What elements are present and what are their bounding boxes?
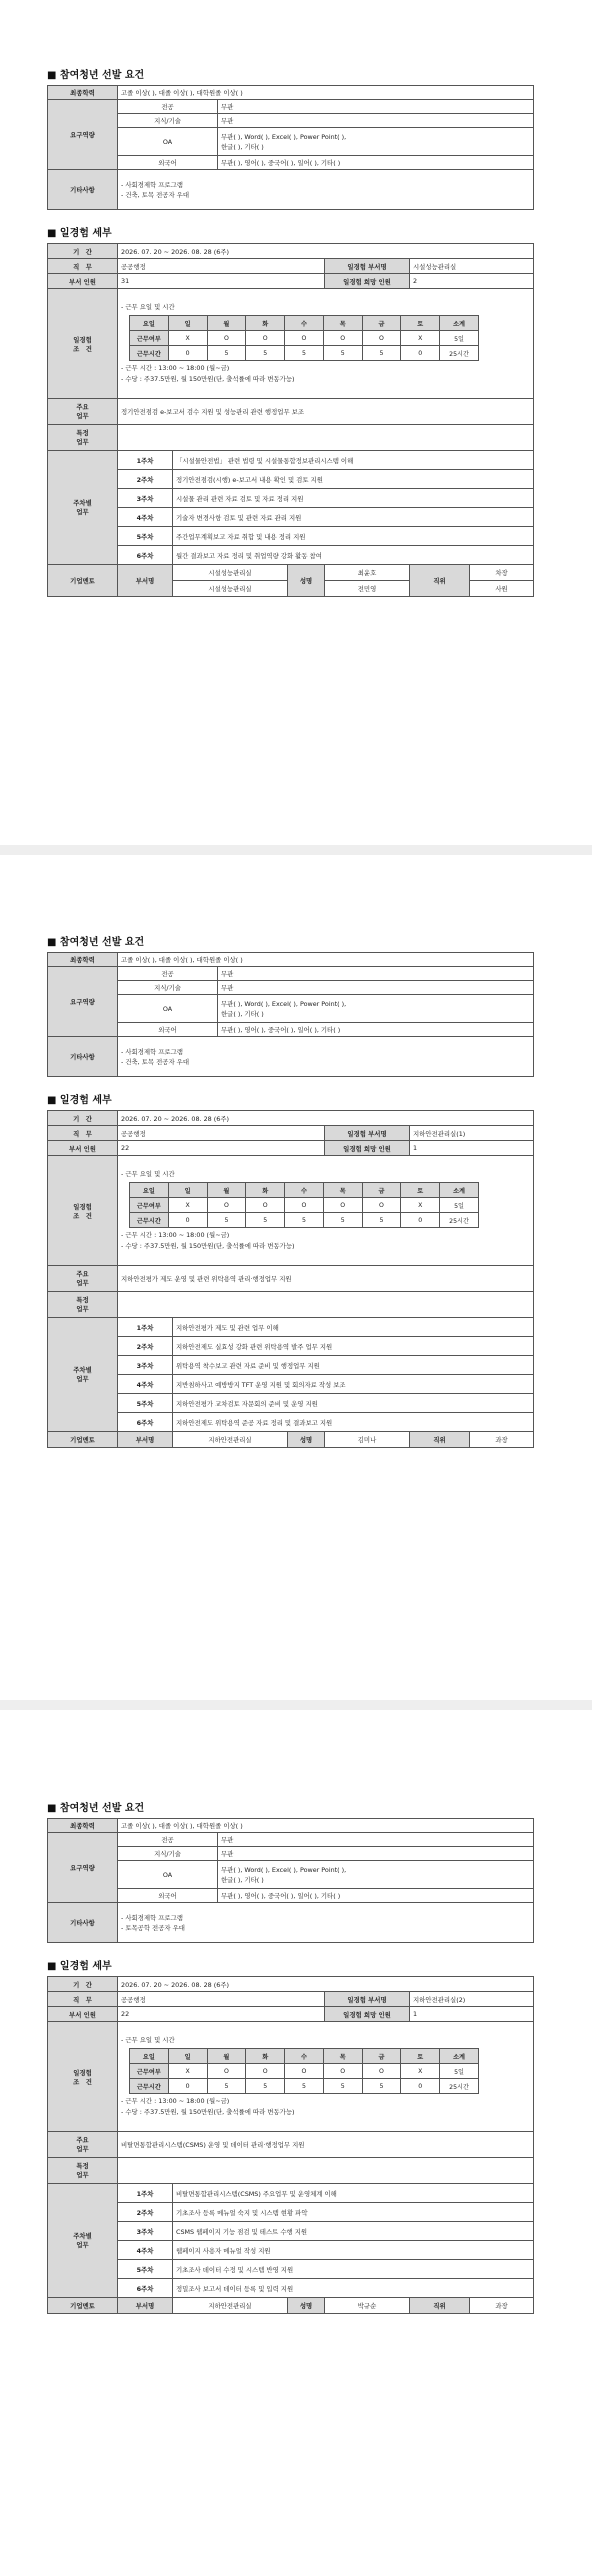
period-value: 2026. 07. 20 ~ 2026. 08. 28 (6주): [118, 1111, 534, 1126]
mentor-label: 기업멘토: [48, 1432, 118, 1448]
skills-value: 무관: [218, 1847, 534, 1861]
schedule-header: 요일: [130, 2049, 169, 2064]
detail-section-title: ■ 일경험 세부: [47, 1961, 112, 1972]
schedule-cell: 5: [323, 1213, 362, 1228]
schedule-cell: 5: [207, 346, 246, 361]
schedule-cell: 5일: [440, 2064, 479, 2079]
mentor-label: 기업멘토: [48, 2298, 118, 2314]
education-value: 고졸 이상( ), 대졸 이상( ), 대학원졸 이상( ): [118, 1819, 534, 1833]
main-duty-label: 주요 업무: [48, 399, 118, 425]
schedule-cell: O: [246, 331, 285, 346]
cond-time: - 근무 시간 : 13:00 ~ 18:00 (월~금): [121, 1231, 230, 1239]
selection-requirements-table: [47, 952, 534, 1077]
oa-label: OA: [118, 128, 218, 156]
schedule-cell: 5: [285, 1213, 324, 1228]
schedule-header: 월: [207, 316, 246, 331]
week-label: 5주차: [118, 527, 173, 546]
week-label: 6주차: [118, 1413, 173, 1432]
mentor-name: 최윤호: [325, 565, 410, 581]
dept-label: 일경험 부서명: [325, 259, 410, 274]
week-label: 5주차: [118, 2260, 173, 2279]
schedule-cell: 0: [168, 1213, 207, 1228]
main-duty-label: 주요 업무: [48, 1266, 118, 1292]
cond-pay: - 수당 : 주37.5만원, 월 150만원(단, 출석률에 따라 변동가능): [121, 1242, 295, 1250]
schedule-header: 목: [323, 2049, 362, 2064]
mentor-name-label: 성명: [288, 1432, 325, 1448]
detail-table: [47, 243, 534, 597]
skills-label: 지식/기술: [118, 981, 218, 995]
cond-time: - 근무 시간 : 13:00 ~ 18:00 (월~금): [121, 2097, 230, 2105]
week-task: 지하안전평가 제도 및 관련 업무 이해: [173, 1318, 534, 1337]
week-task: CSMS 웹페이지 기능 점검 및 테스트 수행 지원: [173, 2222, 534, 2241]
conditions-label: 일경험 조 건: [48, 289, 118, 399]
schedule-header: 수: [285, 2049, 324, 2064]
schedule-cell: X: [168, 331, 207, 346]
schedule-cell: 5일: [440, 1198, 479, 1213]
schedule-header: 목: [323, 316, 362, 331]
page-separator: [0, 1700, 592, 1710]
special-duty-value: [118, 2158, 534, 2184]
others-label: 기타사항: [48, 1037, 118, 1077]
dept-staff-value: 22: [118, 2007, 325, 2022]
schedule-cell: 5: [207, 2079, 246, 2094]
schedule-header: 화: [246, 2049, 285, 2064]
skills-label: 지식/기술: [118, 1847, 218, 1861]
major-value: 무관: [218, 967, 534, 981]
oa-line-2: 한글( ), 기타( ): [221, 1009, 264, 1018]
schedule-cell: 0: [401, 2079, 440, 2094]
oa-line-2: 한글( ), 기타( ): [221, 142, 264, 151]
schedule-header: 토: [401, 2049, 440, 2064]
cond-time: - 근무 시간 : 13:00 ~ 18:00 (월~금): [121, 364, 230, 372]
schedule-cell: 근무여부: [130, 331, 169, 346]
schedule-header: 금: [362, 1183, 401, 1198]
schedule-cell: 5: [246, 1213, 285, 1228]
week-task: 시설물 관리 관련 자료 검토 및 자료 정리 지원: [173, 489, 534, 508]
schedule-cell: 근무시간: [130, 2079, 169, 2094]
schedule-header: 수: [285, 316, 324, 331]
schedule-cell: O: [362, 2064, 401, 2079]
schedule-cell: 0: [401, 346, 440, 361]
hire-count-value: 2: [410, 274, 534, 289]
document-page-2: [0, 855, 592, 1700]
hire-count-label: 일경험 희망 인원: [325, 1141, 410, 1156]
main-duty-label: 주요 업무: [48, 2132, 118, 2158]
selection-section-title: ■ 참여청년 선발 요건: [47, 1803, 145, 1814]
schedule-cell: 5: [207, 1213, 246, 1228]
cond-head: - 근무 요일 및 시간: [121, 303, 175, 311]
selection-requirements-table: [47, 1818, 534, 1943]
special-duty-value: [118, 1292, 534, 1318]
schedule-header: 소계: [440, 316, 479, 331]
detail-table: [47, 1110, 534, 1448]
special-duty-label: 특정 업무: [48, 1292, 118, 1318]
competency-label: 요구역량: [48, 967, 118, 1037]
week-label: 3주차: [118, 489, 173, 508]
week-task: 기초조사 데이터 수정 및 시스템 반영 지원: [173, 2260, 534, 2279]
schedule-cell: X: [168, 1198, 207, 1213]
foreign-value: 무관( ), 영어( ), 중국어( ), 일어( ), 기타( ): [218, 1023, 534, 1037]
selection-section-title: ■ 참여청년 선발 요건: [47, 70, 145, 81]
schedule-header: 일: [168, 316, 207, 331]
main-duty-value: 정기안전점검 e-보고서 검수 지원 및 성능관리 관련 행정업무 보조: [118, 399, 534, 425]
period-label: 기 간: [48, 1977, 118, 1992]
others-line-1: - 사회경제학 프로그램: [121, 180, 183, 189]
skills-value: 무관: [218, 981, 534, 995]
schedule-cell: O: [323, 1198, 362, 1213]
period-label: 기 간: [48, 1111, 118, 1126]
major-label: 전공: [118, 967, 218, 981]
schedule-cell: O: [323, 2064, 362, 2079]
education-label: 최종학력: [48, 953, 118, 967]
oa-line-1: 무관( ), Word( ), Excel( ), Power Point( ),: [221, 1865, 347, 1874]
foreign-label: 외국어: [118, 1889, 218, 1903]
period-value: 2026. 07. 20 ~ 2026. 08. 28 (6주): [118, 1977, 534, 1992]
dept-staff-label: 부서 인원: [48, 2007, 118, 2022]
schedule-header: 금: [362, 2049, 401, 2064]
dept-staff-value: 31: [118, 274, 325, 289]
schedule-cell: 5: [362, 1213, 401, 1228]
week-task: 지반침하사고 예방방지 TFT 운영 지원 및 회의자료 작성 보조: [173, 1375, 534, 1394]
schedule-cell: O: [323, 331, 362, 346]
cond-pay: - 수당 : 주37.5만원, 월 150만원(단, 출석률에 따라 변동가능): [121, 375, 295, 383]
week-label: 2주차: [118, 2203, 173, 2222]
education-label: 최종학력: [48, 1819, 118, 1833]
conditions-label: 일경험 조 건: [48, 2022, 118, 2132]
schedule-cell: 근무시간: [130, 346, 169, 361]
mentor-position: 과장: [470, 1432, 534, 1448]
selection-requirements-table: [47, 85, 534, 210]
mentor-position: 과장: [470, 2298, 534, 2314]
week-label: 1주차: [118, 2184, 173, 2203]
work-schedule-table: [129, 2048, 479, 2094]
hire-count-value: 1: [410, 1141, 534, 1156]
foreign-value: 무관( ), 영어( ), 중국어( ), 일어( ), 기타( ): [218, 1889, 534, 1903]
schedule-cell: 25시간: [440, 346, 479, 361]
job-label: 직 무: [48, 259, 118, 274]
schedule-cell: X: [401, 1198, 440, 1213]
schedule-cell: O: [285, 1198, 324, 1213]
week-label: 4주차: [118, 508, 173, 527]
main-duty-value: 비탈면통합관리시스템(CSMS) 운영 및 데이터 관리·행정업무 지원: [118, 2132, 534, 2158]
schedule-header: 요일: [130, 1183, 169, 1198]
detail-table: [47, 1976, 534, 2314]
schedule-cell: X: [401, 331, 440, 346]
special-duty-label: 특정 업무: [48, 425, 118, 451]
week-label: 4주차: [118, 1375, 173, 1394]
others-label: 기타사항: [48, 170, 118, 210]
special-duty-label: 특정 업무: [48, 2158, 118, 2184]
schedule-header: 요일: [130, 316, 169, 331]
document-page-1: [0, 0, 592, 845]
weekly-label: 주차별 업무: [48, 451, 118, 565]
schedule-header: 토: [401, 316, 440, 331]
foreign-value: 무관( ), 영어( ), 중국어( ), 일어( ), 기타( ): [218, 156, 534, 170]
schedule-cell: O: [285, 2064, 324, 2079]
schedule-cell: 0: [168, 2079, 207, 2094]
job-label: 직 무: [48, 1126, 118, 1141]
work-schedule-table: [129, 1182, 479, 1228]
mentor-dept-label: 부서명: [118, 1432, 173, 1448]
oa-label: OA: [118, 1861, 218, 1889]
dept-value: 시설성능관리실: [410, 259, 534, 274]
job-value: 공공행정: [118, 1992, 325, 2007]
dept-staff-label: 부서 인원: [48, 274, 118, 289]
competency-label: 요구역량: [48, 1833, 118, 1903]
cond-head: - 근무 요일 및 시간: [121, 1170, 175, 1178]
week-task: 지하안전제도 위탁용역 준공 자료 정리 및 결과보고 지원: [173, 1413, 534, 1432]
mentor-dept: 지하안전관리실: [173, 2298, 288, 2314]
foreign-label: 외국어: [118, 1023, 218, 1037]
week-task: 정기안전점검(시행) e-보고서 내용 확인 및 검토 지원: [173, 470, 534, 489]
schedule-cell: 5: [362, 346, 401, 361]
schedule-cell: 5: [285, 346, 324, 361]
foreign-label: 외국어: [118, 156, 218, 170]
schedule-cell: O: [207, 1198, 246, 1213]
page-separator: [0, 845, 592, 855]
cond-pay: - 수당 : 주37.5만원, 월 150만원(단, 출석률에 따라 변동가능): [121, 2108, 295, 2116]
week-task: 주간업무계획보고 자료 취합 및 내용 정리 지원: [173, 527, 534, 546]
mentor-name: 전민영: [325, 581, 410, 597]
dept-label: 일경험 부서명: [325, 1992, 410, 2007]
others-label: 기타사항: [48, 1903, 118, 1943]
week-label: 2주차: [118, 1337, 173, 1356]
oa-line-2: 한글( ), 기타( ): [221, 1875, 264, 1884]
others-line-1: - 사회경제학 프로그램: [121, 1047, 183, 1056]
document-page-3: [0, 1710, 592, 2567]
dept-value: 지하안전관리실(1): [410, 1126, 534, 1141]
mentor-dept: 시설성능관리실: [173, 565, 288, 581]
work-schedule-table: [129, 315, 479, 361]
mentor-position: 차장: [470, 565, 534, 581]
page-content: [47, 68, 533, 597]
education-value: 고졸 이상( ), 대졸 이상( ), 대학원졸 이상( ): [118, 86, 534, 100]
schedule-cell: 5: [323, 346, 362, 361]
others-line-1: - 사회경제학 프로그램: [121, 1913, 183, 1922]
week-label: 3주차: [118, 1356, 173, 1375]
schedule-header: 화: [246, 316, 285, 331]
week-task: 지하안전제도 실효성 강화 관련 위탁용역 발주 업무 지원: [173, 1337, 534, 1356]
week-task: 기술자 변경사항 검토 및 관련 자료 관리 지원: [173, 508, 534, 527]
week-task: 정밀조사 보고서 데이터 등록 및 입력 지원: [173, 2279, 534, 2298]
week-label: 5주차: [118, 1394, 173, 1413]
schedule-cell: 근무여부: [130, 1198, 169, 1213]
mentor-position-label: 직위: [410, 2298, 470, 2314]
week-label: 3주차: [118, 2222, 173, 2241]
special-duty-value: [118, 425, 534, 451]
schedule-header: 소계: [440, 1183, 479, 1198]
job-label: 직 무: [48, 1992, 118, 2007]
schedule-cell: O: [207, 331, 246, 346]
detail-section-title: ■ 일경험 세부: [47, 228, 112, 239]
week-label: 6주차: [118, 2279, 173, 2298]
skills-label: 지식/기술: [118, 114, 218, 128]
week-task: 지하안전평가 교차검토 자문회의 준비 및 운영 지원: [173, 1394, 534, 1413]
schedule-header: 수: [285, 1183, 324, 1198]
schedule-header: 목: [323, 1183, 362, 1198]
schedule-cell: 5: [362, 2079, 401, 2094]
schedule-cell: O: [246, 2064, 285, 2079]
schedule-header: 일: [168, 2049, 207, 2064]
conditions-label: 일경험 조 건: [48, 1156, 118, 1266]
schedule-header: 소계: [440, 2049, 479, 2064]
schedule-cell: X: [401, 2064, 440, 2079]
schedule-cell: 5: [285, 2079, 324, 2094]
mentor-dept: 지하안전관리실: [173, 1432, 288, 1448]
mentor-position: 사원: [470, 581, 534, 597]
schedule-cell: 5일: [440, 331, 479, 346]
week-label: 1주차: [118, 1318, 173, 1337]
mentor-name: 김미나: [325, 1432, 410, 1448]
hire-count-value: 1: [410, 2007, 534, 2022]
mentor-position-label: 직위: [410, 565, 470, 597]
selection-section-title: ■ 참여청년 선발 요건: [47, 937, 145, 948]
oa-line-1: 무관( ), Word( ), Excel( ), Power Point( ),: [221, 132, 347, 141]
schedule-header: 월: [207, 2049, 246, 2064]
period-label: 기 간: [48, 244, 118, 259]
schedule-header: 화: [246, 1183, 285, 1198]
major-value: 무관: [218, 100, 534, 114]
detail-section-title: ■ 일경험 세부: [47, 1095, 112, 1106]
schedule-cell: 근무시간: [130, 1213, 169, 1228]
dept-staff-value: 22: [118, 1141, 325, 1156]
schedule-cell: 0: [401, 1213, 440, 1228]
week-label: 4주차: [118, 2241, 173, 2260]
schedule-cell: 25시간: [440, 1213, 479, 1228]
mentor-dept: 시설성능관리실: [173, 581, 288, 597]
schedule-header: 토: [401, 1183, 440, 1198]
schedule-cell: 5: [246, 2079, 285, 2094]
oa-label: OA: [118, 995, 218, 1023]
education-label: 최종학력: [48, 86, 118, 100]
page-content: [47, 935, 533, 1448]
schedule-header: 일: [168, 1183, 207, 1198]
major-value: 무관: [218, 1833, 534, 1847]
schedule-header: 금: [362, 316, 401, 331]
week-task: 위탁용역 착수보고 관련 자료 준비 및 행정업무 지원: [173, 1356, 534, 1375]
schedule-cell: 25시간: [440, 2079, 479, 2094]
mentor-name-label: 성명: [288, 2298, 325, 2314]
dept-staff-label: 부서 인원: [48, 1141, 118, 1156]
mentor-dept-label: 부서명: [118, 2298, 173, 2314]
schedule-cell: O: [246, 1198, 285, 1213]
week-task: 비탈면통합관리시스템(CSMS) 주요업무 및 운영체계 이해: [173, 2184, 534, 2203]
hire-count-label: 일경험 희망 인원: [325, 2007, 410, 2022]
schedule-cell: 근무여부: [130, 2064, 169, 2079]
dept-label: 일경험 부서명: [325, 1126, 410, 1141]
weekly-label: 주차별 업무: [48, 2184, 118, 2298]
mentor-name-label: 성명: [288, 565, 325, 597]
hire-count-label: 일경험 희망 인원: [325, 274, 410, 289]
week-label: 6주차: [118, 546, 173, 565]
schedule-header: 월: [207, 1183, 246, 1198]
major-label: 전공: [118, 1833, 218, 1847]
schedule-cell: O: [362, 1198, 401, 1213]
schedule-cell: O: [362, 331, 401, 346]
others-line-2: - 건축, 토목 전공자 우대: [121, 190, 190, 199]
schedule-cell: 5: [323, 2079, 362, 2094]
main-duty-value: 지하안전평가 제도 운영 및 관련 위탁용역 관리·행정업무 지원: [118, 1266, 534, 1292]
cond-head: - 근무 요일 및 시간: [121, 2036, 175, 2044]
schedule-cell: X: [168, 2064, 207, 2079]
job-value: 공공행정: [118, 259, 325, 274]
mentor-position-label: 직위: [410, 1432, 470, 1448]
others-line-2: - 건축, 토목 전공자 우대: [121, 1057, 190, 1066]
major-label: 전공: [118, 100, 218, 114]
education-value: 고졸 이상( ), 대졸 이상( ), 대학원졸 이상( ): [118, 953, 534, 967]
schedule-cell: O: [285, 331, 324, 346]
schedule-cell: 0: [168, 346, 207, 361]
period-value: 2026. 07. 20 ~ 2026. 08. 28 (6주): [118, 244, 534, 259]
schedule-cell: 5: [246, 346, 285, 361]
week-label: 1주차: [118, 451, 173, 470]
oa-line-1: 무관( ), Word( ), Excel( ), Power Point( ),: [221, 999, 347, 1008]
weekly-label: 주차별 업무: [48, 1318, 118, 1432]
page-content: [47, 1801, 533, 2314]
schedule-cell: O: [207, 2064, 246, 2079]
week-task: 기초조사 등록 메뉴얼 숙지 및 시스템 현황 파악: [173, 2203, 534, 2222]
mentor-name: 박규순: [325, 2298, 410, 2314]
others-line-2: - 토목공학 전공자 우대: [121, 1923, 185, 1932]
competency-label: 요구역량: [48, 100, 118, 170]
week-label: 2주차: [118, 470, 173, 489]
week-task: 「시설물안전법」 관련 법령 및 시설물통합정보관리시스템 이해: [173, 451, 534, 470]
skills-value: 무관: [218, 114, 534, 128]
job-value: 공공행정: [118, 1126, 325, 1141]
week-task: 월간 결과보고 자료 정리 및 취업역량 강화 활동 참여: [173, 546, 534, 565]
week-task: 웹페이지 사용자 메뉴얼 작성 지원: [173, 2241, 534, 2260]
mentor-label: 기업멘토: [48, 565, 118, 597]
dept-value: 지하안전관리실(2): [410, 1992, 534, 2007]
mentor-dept-label: 부서명: [118, 565, 173, 597]
